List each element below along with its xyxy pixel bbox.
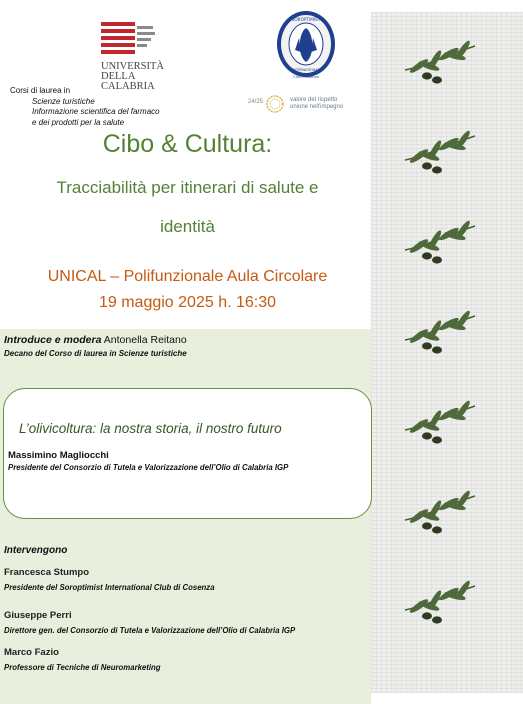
speaker-name: Giuseppe Perri <box>4 610 72 621</box>
olive-branch-icon <box>405 399 475 443</box>
keynote-speaker-role: Presidente del Consorzio di Tutela e Valorizzazione dell’Olio di Calabria IGP <box>8 463 289 472</box>
unical-logo <box>99 20 164 92</box>
soroptimist-club: Club Cosenza <box>293 74 319 79</box>
event-subtitle-line-2: identità <box>160 217 215 236</box>
olive-branch-pattern <box>371 12 523 693</box>
keynote-speaker-name: Massimino Magliocchi <box>8 450 109 461</box>
unical-emblem-icon <box>99 20 159 60</box>
soroptimist-name: SOROPTIMIST <box>291 17 321 22</box>
speaker-name: Francesca Stumpo <box>4 567 89 578</box>
speaker-role: Direttore gen. del Consorzio di Tutela e Valorizzazione dell’Olio di Calabria IGP <box>4 626 296 635</box>
anniversary-line-2: unione nell'impegno <box>290 104 344 110</box>
olive-branch-icon <box>405 489 475 533</box>
event-subtitle-line-1: Tracciabilità per itinerari di salute e <box>56 178 319 197</box>
unical-word-1: UNIVERSITÀ <box>101 61 164 72</box>
olive-branch-icon <box>405 309 475 353</box>
olive-branch-icon <box>405 129 475 173</box>
unical-word-3: CALABRIA <box>101 81 155 92</box>
anniversary-ring-icon <box>265 94 285 114</box>
soroptimist-logo <box>275 10 337 82</box>
olive-branch-icon <box>405 579 475 623</box>
soroptimist-international: INTERNATIONAL <box>292 68 320 72</box>
speaker-name: Marco Fazio <box>4 647 59 658</box>
course-item: e dei prodotti per la salute <box>32 117 125 127</box>
moderator-line <box>4 334 369 346</box>
olive-branch-icon <box>405 219 475 263</box>
speaker-role: Professore di Tecniche di Neuromarketing <box>4 663 161 672</box>
moderator-role: Decano del Corso di laurea in Scienze turistiche <box>4 349 187 358</box>
degree-courses <box>10 86 250 128</box>
moderator-prefix: Introduce e modera <box>4 334 102 346</box>
anniversary-text <box>290 97 343 111</box>
speaker-role: Presidente del Soroptimist International Club di Cosenza <box>4 583 215 592</box>
event-title: Cibo & Cultura: <box>102 130 273 158</box>
olive-branch-icon <box>405 39 475 83</box>
course-item: Scienze turistiche <box>32 96 95 106</box>
anniversary-mark <box>248 94 368 116</box>
keynote-title: L’olivicoltura: la nostra storia, il nostro futuro <box>19 421 282 436</box>
courses-label: Corsi di laurea in <box>10 86 71 95</box>
anniversary-number: 24/25 <box>248 99 264 105</box>
anniversary-line-1: valore del rispetto <box>290 97 338 103</box>
olive-branch-column <box>371 12 523 693</box>
speakers-heading: Intervengono <box>4 545 68 556</box>
moderator-name: Antonella Reitano <box>103 334 187 346</box>
course-item: Informazione scientifica del farmaco <box>32 107 160 116</box>
event-date: 19 maggio 2025 h. 16:30 <box>98 294 277 311</box>
event-venue: UNICAL – Polifunzionale Aula Circolare <box>47 268 328 285</box>
unical-word-2: DELLA <box>101 71 136 82</box>
